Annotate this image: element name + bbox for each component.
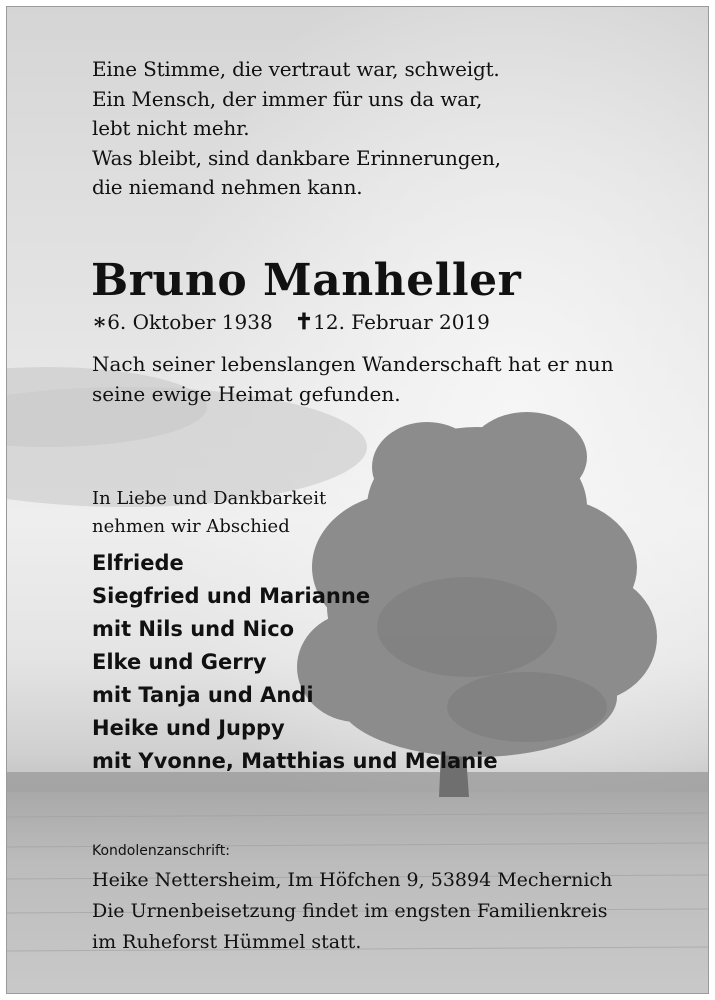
mourner-entry: Elke und Gerry	[92, 650, 267, 674]
mourners-intro-line: nehmen wir Abschied	[92, 516, 290, 537]
mourners-list	[92, 547, 498, 778]
condolence-address: Heike Nettersheim, Im Höfchen 9, 53894 Mechernich	[92, 869, 613, 891]
poem-line: Ein Mensch, der immer für uns da war,	[92, 86, 483, 111]
mourners-intro	[92, 485, 326, 541]
poem-line: Eine Stimme, die vertraut war, schweigt.	[92, 57, 500, 81]
birth-star-icon: ∗	[92, 309, 108, 335]
deceased-name: Bruno Manheller	[91, 255, 522, 306]
mourner-entry: Elfriede	[92, 551, 184, 575]
poem	[92, 55, 501, 203]
death-date: 12. Februar 2019	[313, 310, 490, 334]
poem-line: lebt nicht mehr.	[92, 116, 250, 140]
poem-line: die niemand nehmen kann.	[92, 175, 363, 199]
mourner-entry: Heike und Juppy	[92, 716, 285, 740]
mourner-entry: mit Yvonne, Matthias und Melanie	[92, 749, 498, 773]
obituary-page	[6, 6, 709, 994]
mourner-entry: mit Tanja und Andi	[92, 683, 314, 707]
death-cross-icon: ✝	[294, 309, 314, 335]
condolence-label: Kondolenzanschrift:	[92, 843, 230, 859]
birth-date: 6. Oktober 1938	[107, 310, 273, 334]
poem-line: Was bleibt, sind dankbare Erinnerungen,	[92, 145, 501, 170]
intro-line: seine ewige Heimat gefunden.	[92, 382, 401, 406]
life-dates	[92, 309, 490, 335]
mourners-intro-line: In Liebe und Dankbarkeit	[92, 488, 327, 509]
burial-line: Die Urnenbeisetzung findet im engsten Familienkreis	[92, 900, 608, 922]
condolence-block	[92, 865, 612, 958]
intro-text	[92, 349, 614, 409]
mourner-entry: Siegfried und Marianne	[92, 584, 371, 608]
mourner-entry: mit Nils und Nico	[92, 617, 295, 641]
burial-line: im Ruheforst Hümmel statt.	[92, 931, 362, 953]
intro-line: Nach seiner lebenslangen Wanderschaft hat er nun	[92, 352, 614, 376]
